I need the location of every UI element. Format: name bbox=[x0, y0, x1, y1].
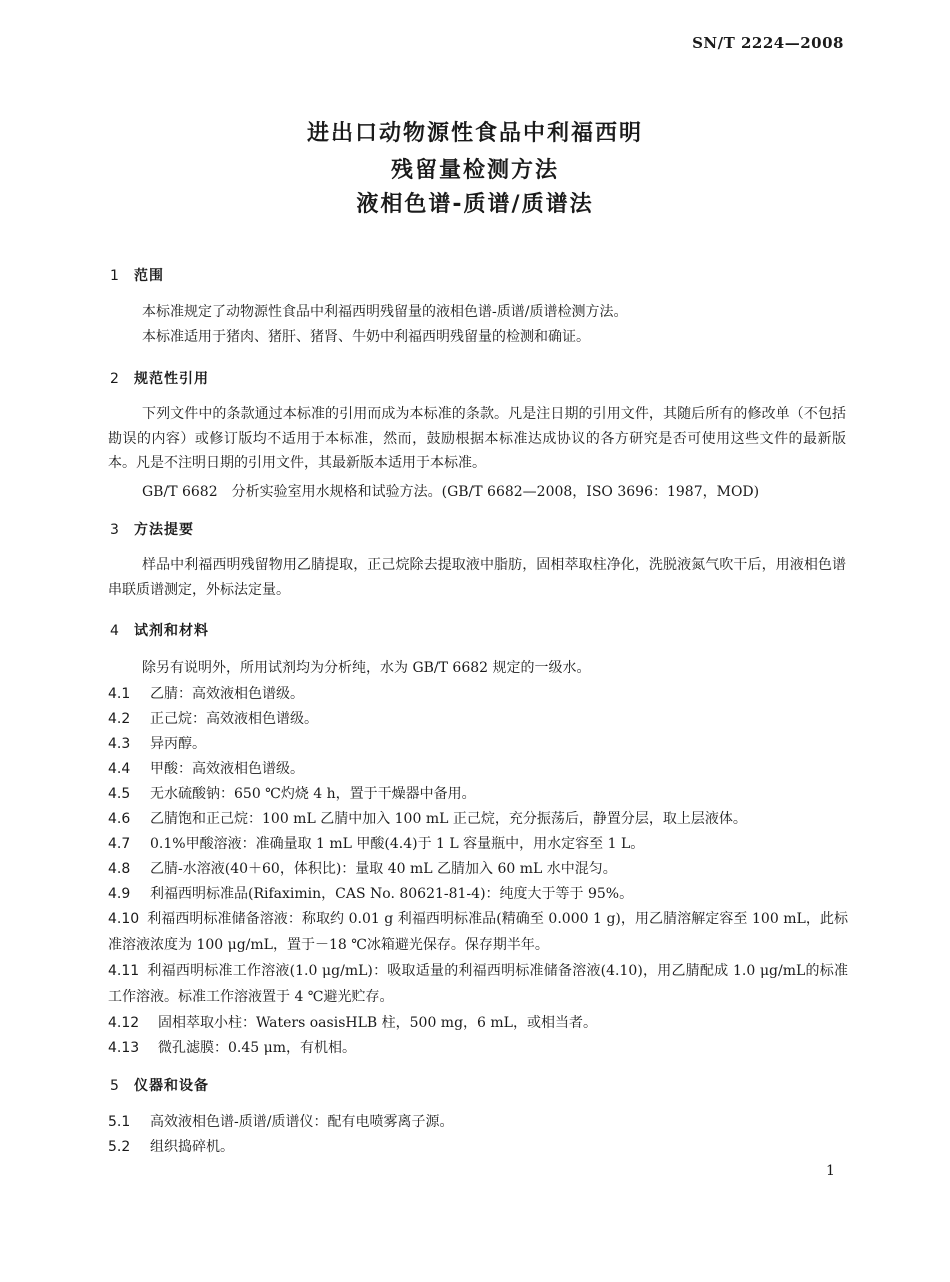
list-item: 4.6 乙腈饱和正己烷：100 mL 乙腈中加入 100 mL 正己烷，充分振荡后，静置分层，取上层液体。 bbox=[108, 811, 747, 827]
section-5-heading bbox=[110, 1075, 209, 1095]
list-item: 5.2 组织捣碎机。 bbox=[108, 1139, 234, 1155]
normative-reference: GB/T 6682 分析实验室用水规格和试验方法。(GB/T 6682—2008，ISO 3696：1987，MOD) bbox=[142, 484, 760, 500]
section-title: 试剂和材料 bbox=[134, 623, 209, 639]
section-2-heading bbox=[110, 368, 209, 388]
list-item: 4.10 利福西明标准储备溶液：称取约 0.01 g 利福西明标准品(精确至 0.000 1 g)，用乙腈溶解定容至 100 mL，此标准溶液浓度为 100 μg/mL，置于－18 ℃冰箱避光保存。保存期半年。 bbox=[108, 911, 848, 953]
list-item: 5.1 高效液相色谱-质谱/质谱仪：配有电喷雾离子源。 bbox=[108, 1114, 454, 1130]
page-number: 1 bbox=[826, 1163, 835, 1179]
section-4-heading bbox=[110, 620, 209, 640]
document-title-line-1: 进出口动物源性食品中利福西明 bbox=[306, 121, 643, 146]
section-1-heading bbox=[110, 265, 164, 285]
list-item: 4.4 甲酸：高效液相色谱级。 bbox=[108, 761, 304, 777]
list-item: 4.3 异丙醇。 bbox=[108, 736, 206, 752]
section-title: 范围 bbox=[134, 268, 164, 284]
section-2-paragraph: 下列文件中的条款通过本标准的引用而成为本标准的条款。凡是注日期的引用文件，其随后所有的修改单（不包括勘误的内容）或修订版均不适用于本标准，然而，鼓励根据本标准达成协议的各方研究是否可使用这些文件的最新版本。凡是不注明日期的引用文件，其最新版本适用于本标准。 bbox=[108, 406, 846, 471]
list-item: 4.7 0.1%甲酸溶液：准确量取 1 mL 甲酸(4.4)于 1 L 容量瓶中，用水定容至 1 L。 bbox=[108, 836, 645, 852]
list-item: 4.1 乙腈：高效液相色谱级。 bbox=[108, 686, 304, 702]
list-item: 4.11 利福西明标准工作溶液(1.0 μg/mL)：吸取适量的利福西明标准储备溶液(4.10)，用乙腈配成 1.0 μg/mL的标准工作溶液。标准工作溶液置于 4 ℃避光贮存。 bbox=[108, 963, 848, 1005]
section-4-intro: 除另有说明外，所用试剂均为分析纯，水为 GB/T 6682 规定的一级水。 bbox=[142, 660, 591, 676]
section-number: 5 bbox=[110, 1078, 120, 1094]
document-title-line-3: 液相色谱-质谱/质谱法 bbox=[356, 192, 594, 217]
section-number: 1 bbox=[110, 268, 120, 284]
section-title: 仪器和设备 bbox=[134, 1078, 209, 1094]
section-title: 规范性引用 bbox=[134, 371, 209, 387]
section-title: 方法提要 bbox=[134, 522, 194, 538]
section-3-paragraph: 样品中利福西明残留物用乙腈提取，正己烷除去提取液中脂肪，固相萃取柱净化，洗脱液氮气吹干后，用液相色谱串联质谱测定，外标法定量。 bbox=[108, 557, 846, 598]
section-1-paragraph-2: 本标准适用于猪肉、猪肝、猪肾、牛奶中利福西明残留量的检测和确证。 bbox=[142, 329, 590, 345]
list-item: 4.2 正己烷：高效液相色谱级。 bbox=[108, 711, 318, 727]
list-item: 4.8 乙腈-水溶液(40＋60，体积比)：量取 40 mL 乙腈加入 60 mL 水中混匀。 bbox=[108, 861, 617, 877]
list-item: 4.9 利福西明标准品(Rifaximin，CAS No. 80621-81-4)：纯度大于等于 95%。 bbox=[108, 886, 634, 902]
section-number: 2 bbox=[110, 371, 120, 387]
section-1-paragraph-1: 本标准规定了动物源性食品中利福西明残留量的液相色谱-质谱/质谱检测方法。 bbox=[142, 304, 628, 320]
section-number: 4 bbox=[110, 623, 120, 639]
list-item: 4.13 微孔滤膜：0.45 μm，有机相。 bbox=[108, 1040, 356, 1056]
document-title-line-2: 残留量检测方法 bbox=[390, 158, 559, 183]
list-item: 4.12 固相萃取小柱：Waters oasisHLB 柱，500 mg，6 mL，或相当者。 bbox=[108, 1015, 597, 1031]
list-item: 4.5 无水硫酸钠：650 ℃灼烧 4 h，置于干燥器中备用。 bbox=[108, 786, 476, 802]
section-3-heading bbox=[110, 519, 194, 539]
section-number: 3 bbox=[110, 522, 120, 538]
standard-number: SN/T 2224—2008 bbox=[692, 34, 844, 52]
